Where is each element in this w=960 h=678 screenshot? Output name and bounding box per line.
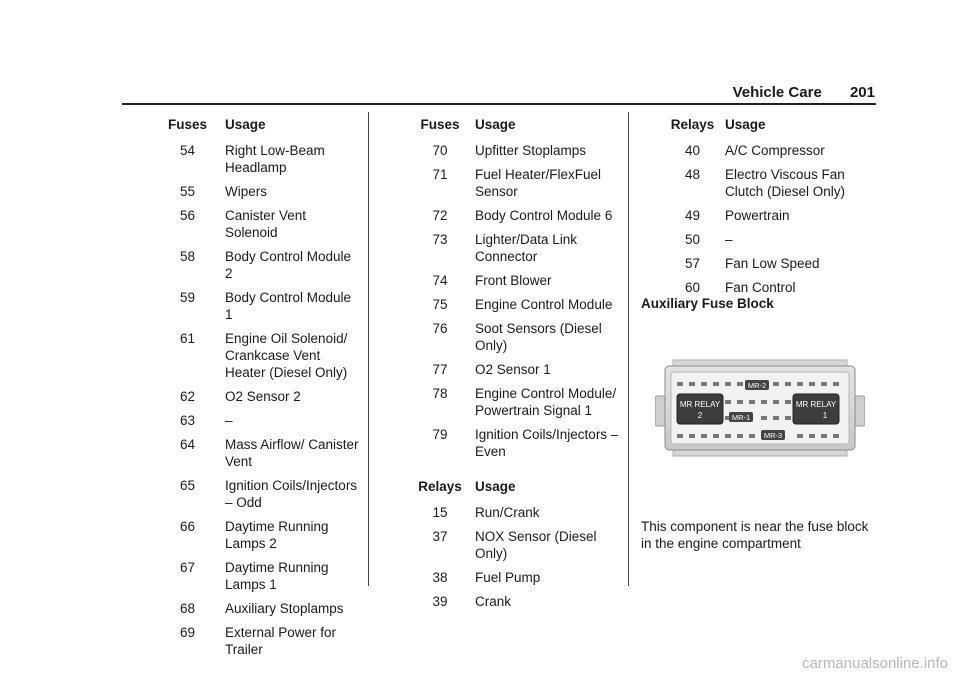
fuse-slot — [689, 382, 695, 386]
fuse-slot — [737, 400, 743, 404]
table-row — [405, 504, 620, 528]
row-number: 59 — [179, 290, 196, 305]
row-number: 65 — [179, 478, 196, 493]
column-1 — [150, 117, 360, 665]
fuse-slot — [737, 382, 743, 386]
fuse-slot — [761, 400, 767, 404]
row-usage: Mass Airflow/ Canister Vent — [225, 437, 359, 469]
table-row — [150, 289, 360, 330]
mr2-label: MR-2 — [747, 381, 767, 390]
usage-header: Usage — [725, 117, 766, 132]
fuse-slot — [785, 416, 791, 420]
fuse-slot — [749, 434, 755, 438]
fuse-slot — [725, 400, 731, 404]
page-header — [0, 84, 875, 101]
row-usage: Body Control Module 1 — [225, 290, 352, 322]
row-usage: Right Low-Beam Headlamp — [225, 143, 325, 175]
row-usage: Daytime Running Lamps 1 — [225, 560, 329, 592]
row-number: 61 — [179, 331, 196, 346]
row-usage: O2 Sensor 1 — [475, 362, 551, 377]
table-row — [150, 477, 360, 518]
row-usage: Run/Crank — [475, 505, 540, 520]
row-usage: Ignition Coils/Injectors – Even — [475, 427, 619, 459]
table-row — [405, 361, 620, 385]
header-rule — [122, 103, 876, 105]
row-usage: External Power for Trailer — [225, 625, 337, 657]
auxiliary-fuse-block-title: Auxiliary Fuse Block — [641, 296, 774, 311]
row-number: 73 — [432, 232, 448, 247]
row-number: 71 — [432, 167, 448, 182]
row-number: 40 — [684, 143, 701, 158]
row-usage: Powertrain — [725, 208, 790, 223]
row-usage: A/C Compressor — [725, 143, 825, 158]
row-usage: Fuel Pump — [475, 570, 541, 585]
fuse-slot — [773, 382, 779, 386]
relay-right-label: MR RELAY — [795, 400, 837, 409]
row-number: 72 — [432, 208, 448, 223]
fuse-slot — [797, 434, 803, 438]
table-row — [405, 569, 620, 593]
row-number: 50 — [684, 232, 701, 247]
relay-left-number: 2 — [697, 411, 703, 420]
row-number: 77 — [432, 362, 448, 377]
table-row — [405, 593, 620, 617]
fuse-slot — [677, 382, 683, 386]
table-row — [660, 255, 875, 279]
relays-table-2 — [405, 479, 620, 617]
row-number: 64 — [179, 437, 196, 452]
table-row — [405, 528, 620, 569]
row-number: 75 — [432, 297, 448, 312]
row-usage: Canister Vent Solenoid — [225, 208, 307, 240]
row-usage: – — [725, 232, 733, 247]
fuses-table-2 — [405, 117, 620, 467]
table-row — [150, 600, 360, 624]
fuse-slot — [833, 382, 839, 386]
row-usage: Engine Oil Solenoid/ Crankcase Vent Heater (Diesel Only) — [225, 331, 348, 380]
row-number: 37 — [432, 529, 448, 544]
fuses-header: Fuses — [420, 117, 460, 132]
row-number: 69 — [179, 625, 196, 640]
table-row — [405, 272, 620, 296]
row-number: 66 — [179, 519, 196, 534]
table-row — [660, 166, 875, 207]
table-row — [150, 330, 360, 388]
row-number: 79 — [432, 427, 448, 442]
row-number: 56 — [179, 208, 196, 223]
table-row — [150, 142, 360, 183]
row-number: 58 — [179, 249, 196, 264]
row-number: 49 — [684, 208, 701, 223]
row-usage: Front Blower — [475, 273, 552, 288]
row-usage: Wipers — [225, 184, 268, 199]
table-row — [150, 518, 360, 559]
table-row — [660, 142, 875, 166]
row-usage: Ignition Coils/Injectors – Odd — [225, 478, 358, 510]
table-row — [405, 207, 620, 231]
mr1-label: MR-1 — [731, 413, 751, 422]
fuse-slot — [689, 434, 695, 438]
fuse-slot — [761, 416, 767, 420]
fuse-slot — [785, 400, 791, 404]
mr3-label: MR-3 — [763, 431, 783, 440]
row-usage: NOX Sensor (Diesel Only) — [475, 529, 597, 561]
mr-relay-1 — [793, 394, 839, 424]
relay-right-number: 1 — [822, 411, 828, 420]
row-number: 62 — [179, 389, 196, 404]
table-row — [150, 624, 360, 665]
row-usage: Daytime Running Lamps 2 — [225, 519, 329, 551]
auxiliary-fuse-block-diagram — [655, 358, 865, 461]
section-title-header: Vehicle Care — [732, 84, 822, 101]
row-number: 54 — [179, 143, 196, 158]
row-usage: Auxiliary Stoplamps — [225, 601, 344, 616]
row-usage: Body Control Module 6 — [475, 208, 613, 223]
usage-header: Usage — [225, 117, 266, 132]
page-number: 201 — [849, 84, 875, 101]
row-number: 57 — [684, 256, 701, 271]
row-number: 60 — [684, 280, 701, 295]
row-number: 78 — [432, 386, 448, 401]
row-usage: Fuel Heater/FlexFuel Sensor — [475, 167, 602, 199]
relay-left-label: MR RELAY — [679, 400, 721, 409]
fuse-slot — [713, 382, 719, 386]
row-usage: – — [225, 413, 233, 428]
table-row — [405, 231, 620, 272]
table-row — [405, 320, 620, 361]
fuses-table-1 — [150, 117, 360, 665]
fuse-slot — [677, 434, 683, 438]
row-usage: O2 Sensor 2 — [225, 389, 301, 404]
usage-header: Usage — [475, 479, 516, 494]
relays-table-3 — [660, 117, 875, 303]
auxiliary-fuse-block-caption: This component is near the fuse block in the engine compartment — [641, 519, 869, 551]
table-row — [660, 231, 875, 255]
table-row — [405, 385, 620, 426]
row-usage: Crank — [475, 594, 512, 609]
table-row — [150, 436, 360, 477]
fuse-slot — [701, 434, 707, 438]
fuse-slot — [725, 434, 731, 438]
fuse-slot — [725, 382, 731, 386]
row-number: 55 — [179, 184, 196, 199]
column-divider-2 — [628, 112, 629, 586]
table-row — [150, 388, 360, 412]
row-number: 76 — [432, 321, 448, 336]
row-usage: Lighter/Data Link Connector — [475, 232, 578, 264]
fuse-slot — [773, 400, 779, 404]
row-usage: Body Control Module 2 — [225, 249, 352, 281]
row-usage: Engine Control Module — [475, 297, 613, 312]
table-row — [150, 207, 360, 248]
table-row — [405, 166, 620, 207]
relays-header: Relays — [670, 117, 715, 132]
table-row — [150, 412, 360, 436]
row-usage: Soot Sensors (Diesel Only) — [475, 321, 602, 353]
row-number: 48 — [684, 167, 701, 182]
table-row — [405, 142, 620, 166]
row-usage: Fan Control — [725, 280, 796, 295]
table-row — [405, 296, 620, 320]
table-row — [405, 426, 620, 467]
row-number: 39 — [432, 594, 448, 609]
row-usage: Engine Control Module/ Powertrain Signal 1 — [475, 386, 617, 418]
row-usage: Upfitter Stoplamps — [475, 143, 587, 158]
row-number: 63 — [179, 413, 196, 428]
fuse-slot — [785, 382, 791, 386]
watermark: carmanualsonline.info — [802, 655, 948, 672]
row-number: 67 — [179, 560, 196, 575]
row-number: 15 — [432, 505, 448, 520]
row-number: 70 — [432, 143, 448, 158]
fuse-slot — [701, 382, 707, 386]
fuse-slot — [809, 382, 815, 386]
fuse-slot — [821, 382, 827, 386]
row-number: 38 — [432, 570, 448, 585]
fuse-slot — [749, 400, 755, 404]
fuse-block-illustration — [655, 358, 865, 458]
column-divider-1 — [368, 112, 369, 586]
fuse-slot — [713, 434, 719, 438]
fuses-header: Fuses — [167, 117, 208, 132]
fuse-slot — [773, 416, 779, 420]
column-2 — [405, 117, 620, 617]
table-row — [150, 559, 360, 600]
fuse-slot — [797, 382, 803, 386]
fuse-slot — [737, 434, 743, 438]
row-number: 74 — [432, 273, 448, 288]
column-3 — [660, 117, 875, 303]
table-row — [150, 183, 360, 207]
usage-header: Usage — [475, 117, 516, 132]
fuse-slot — [809, 434, 815, 438]
fuse-slot — [833, 434, 839, 438]
relays-header: Relays — [418, 479, 462, 494]
row-number: 68 — [179, 601, 196, 616]
table-row — [150, 248, 360, 289]
row-usage: Fan Low Speed — [725, 256, 820, 271]
row-usage: Electro Viscous Fan Clutch (Diesel Only) — [725, 167, 846, 199]
fuse-slot — [821, 434, 827, 438]
table-row — [660, 207, 875, 231]
